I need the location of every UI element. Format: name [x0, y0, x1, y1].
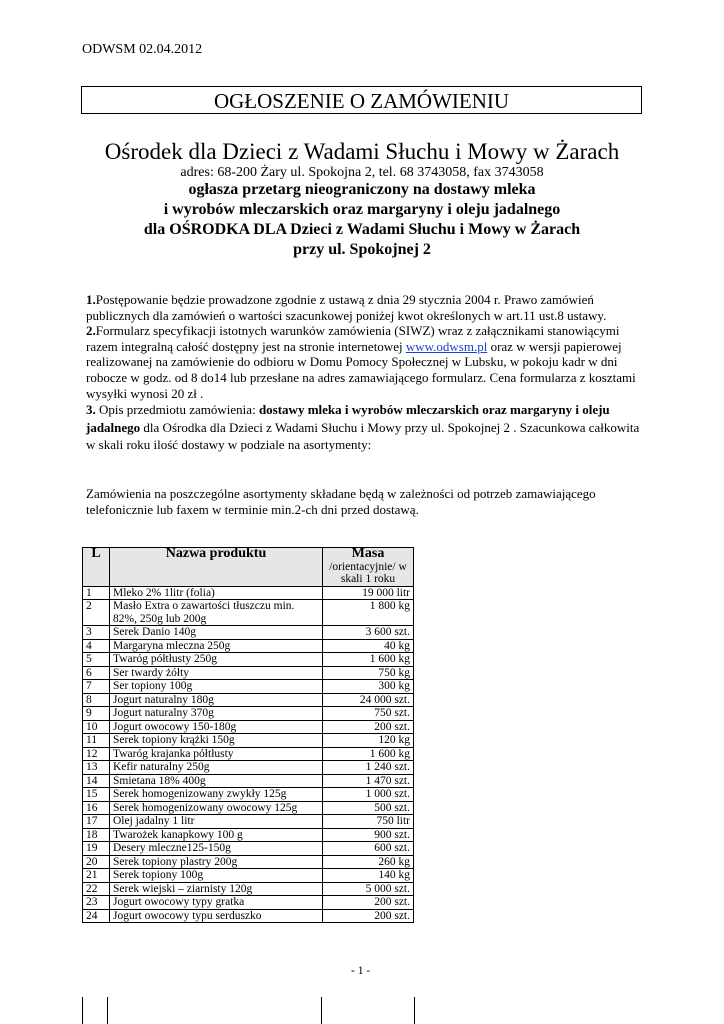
table-row: [83, 815, 414, 829]
table-body: [83, 586, 414, 923]
table-row: [83, 747, 414, 761]
row-quantity: 1 800 kg: [323, 600, 414, 626]
row-product-name: Serek topiony 100g: [110, 869, 323, 883]
row-product-name: Jogurt naturalny 180g: [110, 693, 323, 707]
row-product-name: Masło Extra o zawartości tłuszczu min. 82%, 250g lub 200g: [110, 600, 323, 626]
announcement-line-2: i wyrobów mleczarskich oraz margaryny i oleju jadalnego: [163, 201, 561, 218]
row-product-name: Jogurt naturalny 370g: [110, 707, 323, 721]
table-row: [83, 693, 414, 707]
row-number: 10: [83, 720, 110, 734]
announcement-line-1: ogłasza przetarg nieograniczony na dostawy mleka: [188, 181, 536, 198]
row-number: 15: [83, 788, 110, 802]
page-title: OGŁOSZENIE O ZAMÓWIENIU: [81, 86, 642, 114]
row-number: 19: [83, 842, 110, 856]
table-row: [83, 720, 414, 734]
row-product-name: Twaróg krajanka półtłusty: [110, 747, 323, 761]
row-quantity: 300 kg: [323, 680, 414, 694]
row-number: 17: [83, 815, 110, 829]
table-row: [83, 882, 414, 896]
table-row: [83, 896, 414, 910]
row-number: 8: [83, 693, 110, 707]
table-row: [83, 680, 414, 694]
row-quantity: 200 szt.: [323, 896, 414, 910]
announcement-body: [86, 292, 646, 454]
row-product-name: Kefir naturalny 250g: [110, 761, 323, 775]
row-product-name: Jogurt owocowy typy gratka: [110, 896, 323, 910]
table-row: [83, 788, 414, 802]
section-1-number: 1.: [86, 292, 96, 307]
row-quantity: 1 000 szt.: [323, 788, 414, 802]
section-3-subject: dostawy mleka i wyrobów mleczarskich oraz margaryny i oleju jadalnego: [86, 402, 610, 435]
row-product-name: Mleko 2% 1litr (folia): [110, 586, 323, 600]
page-number: - 1 -: [351, 965, 371, 977]
row-quantity: 5 000 szt.: [323, 882, 414, 896]
row-quantity: 750 kg: [323, 666, 414, 680]
section-2: [86, 323, 646, 401]
section-1-text: Postępowanie będzie prowadzone zgodnie z ustawą z dnia 29 stycznia 2004 r. Prawo zamówień publicznych dla zamówień o wartości szacunkowej poniżej kwot określonych w art.11 ust.8 ustawy.: [86, 292, 607, 323]
row-quantity: 120 kg: [323, 734, 414, 748]
orders-paragraph: Zamówienia na poszczególne asortymenty składane będą w zależności od potrzeb zamawiającego telefonicznie lub faxem w terminie min.2-ch dni przed dostawą.: [86, 486, 596, 517]
row-number: 5: [83, 653, 110, 667]
row-quantity: 750 szt.: [323, 707, 414, 721]
row-quantity: 40 kg: [323, 639, 414, 653]
announcement-line-4: przy ul. Spokojnej 2: [293, 241, 431, 258]
row-quantity: 900 szt.: [323, 828, 414, 842]
row-number: 3: [83, 626, 110, 640]
header-product-name: Nazwa produktu: [110, 548, 323, 587]
section-2-text-a: Formularz specyfikacji istotnych warunków zamówienia (SIWZ) wraz z załącznikami stanowiącymi razem integralną całość dostępny jest na stronie internetowej: [86, 323, 620, 354]
row-number: 7: [83, 680, 110, 694]
row-quantity: 1 470 szt.: [323, 774, 414, 788]
organization-name: Ośrodek dla Dzieci z Wadami Słuchu i Mowy w Żarach: [104, 139, 620, 164]
table-row: [83, 653, 414, 667]
table-row: [83, 626, 414, 640]
row-product-name: Ser topiony 100g: [110, 680, 323, 694]
table-row: [83, 761, 414, 775]
row-product-name: Margaryna mleczna 250g: [110, 639, 323, 653]
table-row: [83, 869, 414, 883]
row-quantity: 200 szt.: [323, 909, 414, 923]
row-product-name: Twarożek kanapkowy 100 g: [110, 828, 323, 842]
table-row: [83, 707, 414, 721]
row-product-name: Serek wiejski – ziarnisty 120g: [110, 882, 323, 896]
row-number: 21: [83, 869, 110, 883]
row-number: 4: [83, 639, 110, 653]
row-quantity: 140 kg: [323, 869, 414, 883]
section-2-text-b: oraz w wersji papierowej realizowanej na zamówienie do odbioru w Domu Pomocy Społecznej w Lubsku, w pokoju kadr w dni robocze w godz. od 8 do14 lub przesłane na adres zamawiającego formularz. Cena formularza z kosztami wysyłki wynosi 20 zł .: [86, 338, 636, 401]
row-quantity: 19 000 litr: [323, 586, 414, 600]
row-quantity: 200 szt.: [323, 720, 414, 734]
row-product-name: Jogurt owocowy 150-180g: [110, 720, 323, 734]
header-quantity-label: Masa: [351, 546, 385, 561]
row-number: 14: [83, 774, 110, 788]
row-quantity: 3 600 szt.: [323, 626, 414, 640]
row-product-name: Serek homogenizowany zwykły 125g: [110, 788, 323, 802]
table-row: [83, 801, 414, 815]
row-number: 23: [83, 896, 110, 910]
row-number: 6: [83, 666, 110, 680]
table-row: [83, 909, 414, 923]
announcement-line-3: dla OŚRODKA DLA Dzieci z Wadami Słuchu i Mowy w Żarach: [143, 221, 581, 238]
row-quantity: 500 szt.: [323, 801, 414, 815]
product-table: [82, 547, 414, 923]
section-3-text-b: dla Ośrodka dla Dzieci z Wadami Słuchu i Mowy przy ul. Spokojnej 2 . Szacunkowa całkowita w skali roku ilość dostawy w podziale na asortymenty:: [86, 419, 640, 453]
table-row: [83, 666, 414, 680]
table-row: [83, 639, 414, 653]
table-row: [83, 586, 414, 600]
organization-address: adres: 68-200 Żary ul. Spokojna 2, tel. 68 3743058, fax 3743058: [180, 165, 544, 180]
row-quantity: 1 600 kg: [323, 653, 414, 667]
row-product-name: Serek homogenizowany owocowy 125g: [110, 801, 323, 815]
row-number: 9: [83, 707, 110, 721]
table-row: [83, 734, 414, 748]
table-row: [83, 774, 414, 788]
table-header-row: [83, 548, 414, 587]
product-table-wrapper: [82, 547, 414, 923]
row-quantity: 260 kg: [323, 855, 414, 869]
row-product-name: Serek Danio 140g: [110, 626, 323, 640]
row-number: 13: [83, 761, 110, 775]
row-quantity: 24 000 szt.: [323, 693, 414, 707]
row-product-name: Śmietana 18% 400g: [110, 774, 323, 788]
header-quantity-sub: /orientacyjnie/ w skali 1 roku: [329, 560, 407, 585]
row-number: 11: [83, 734, 110, 748]
table-row: [83, 828, 414, 842]
table-continuation-edge: [414, 997, 415, 1024]
row-number: 24: [83, 909, 110, 923]
row-quantity: 1 600 kg: [323, 747, 414, 761]
table-continuation-divider: [321, 997, 322, 1024]
row-number: 12: [83, 747, 110, 761]
row-product-name: Jogurt owocowy typu serduszko: [110, 909, 323, 923]
row-product-name: Ser twardy żółty: [110, 666, 323, 680]
row-quantity: 600 szt.: [323, 842, 414, 856]
row-number: 18: [83, 828, 110, 842]
table-row: [83, 600, 414, 626]
row-product-name: Olej jadalny 1 litr: [110, 815, 323, 829]
row-quantity: 1 240 szt.: [323, 761, 414, 775]
section-2-number: 2.: [86, 323, 96, 339]
section-3-text-a: Opis przedmiotu zamówienia:: [95, 402, 259, 418]
table-row: [83, 842, 414, 856]
row-product-name: Twaróg półtłusty 250g: [110, 653, 323, 667]
row-product-name: Desery mleczne125-150g: [110, 842, 323, 856]
row-quantity: 750 litr: [323, 815, 414, 829]
header-number: L: [83, 548, 110, 587]
table-continuation: [82, 997, 108, 1024]
row-number: 16: [83, 801, 110, 815]
section-3: [86, 401, 646, 454]
section-1: [86, 292, 646, 323]
row-number: 22: [83, 882, 110, 896]
row-number: 20: [83, 855, 110, 869]
section-3-number: 3.: [86, 402, 96, 418]
header-quantity: [323, 548, 414, 587]
row-number: 1: [83, 586, 110, 600]
table-row: [83, 855, 414, 869]
website-link[interactable]: www.odwsm.pl: [405, 338, 488, 354]
document-code: ODWSM 02.04.2012: [82, 42, 203, 57]
row-number: 2: [83, 600, 110, 626]
row-product-name: Serek topiony krążki 150g: [110, 734, 323, 748]
row-product-name: Serek topiony plastry 200g: [110, 855, 323, 869]
